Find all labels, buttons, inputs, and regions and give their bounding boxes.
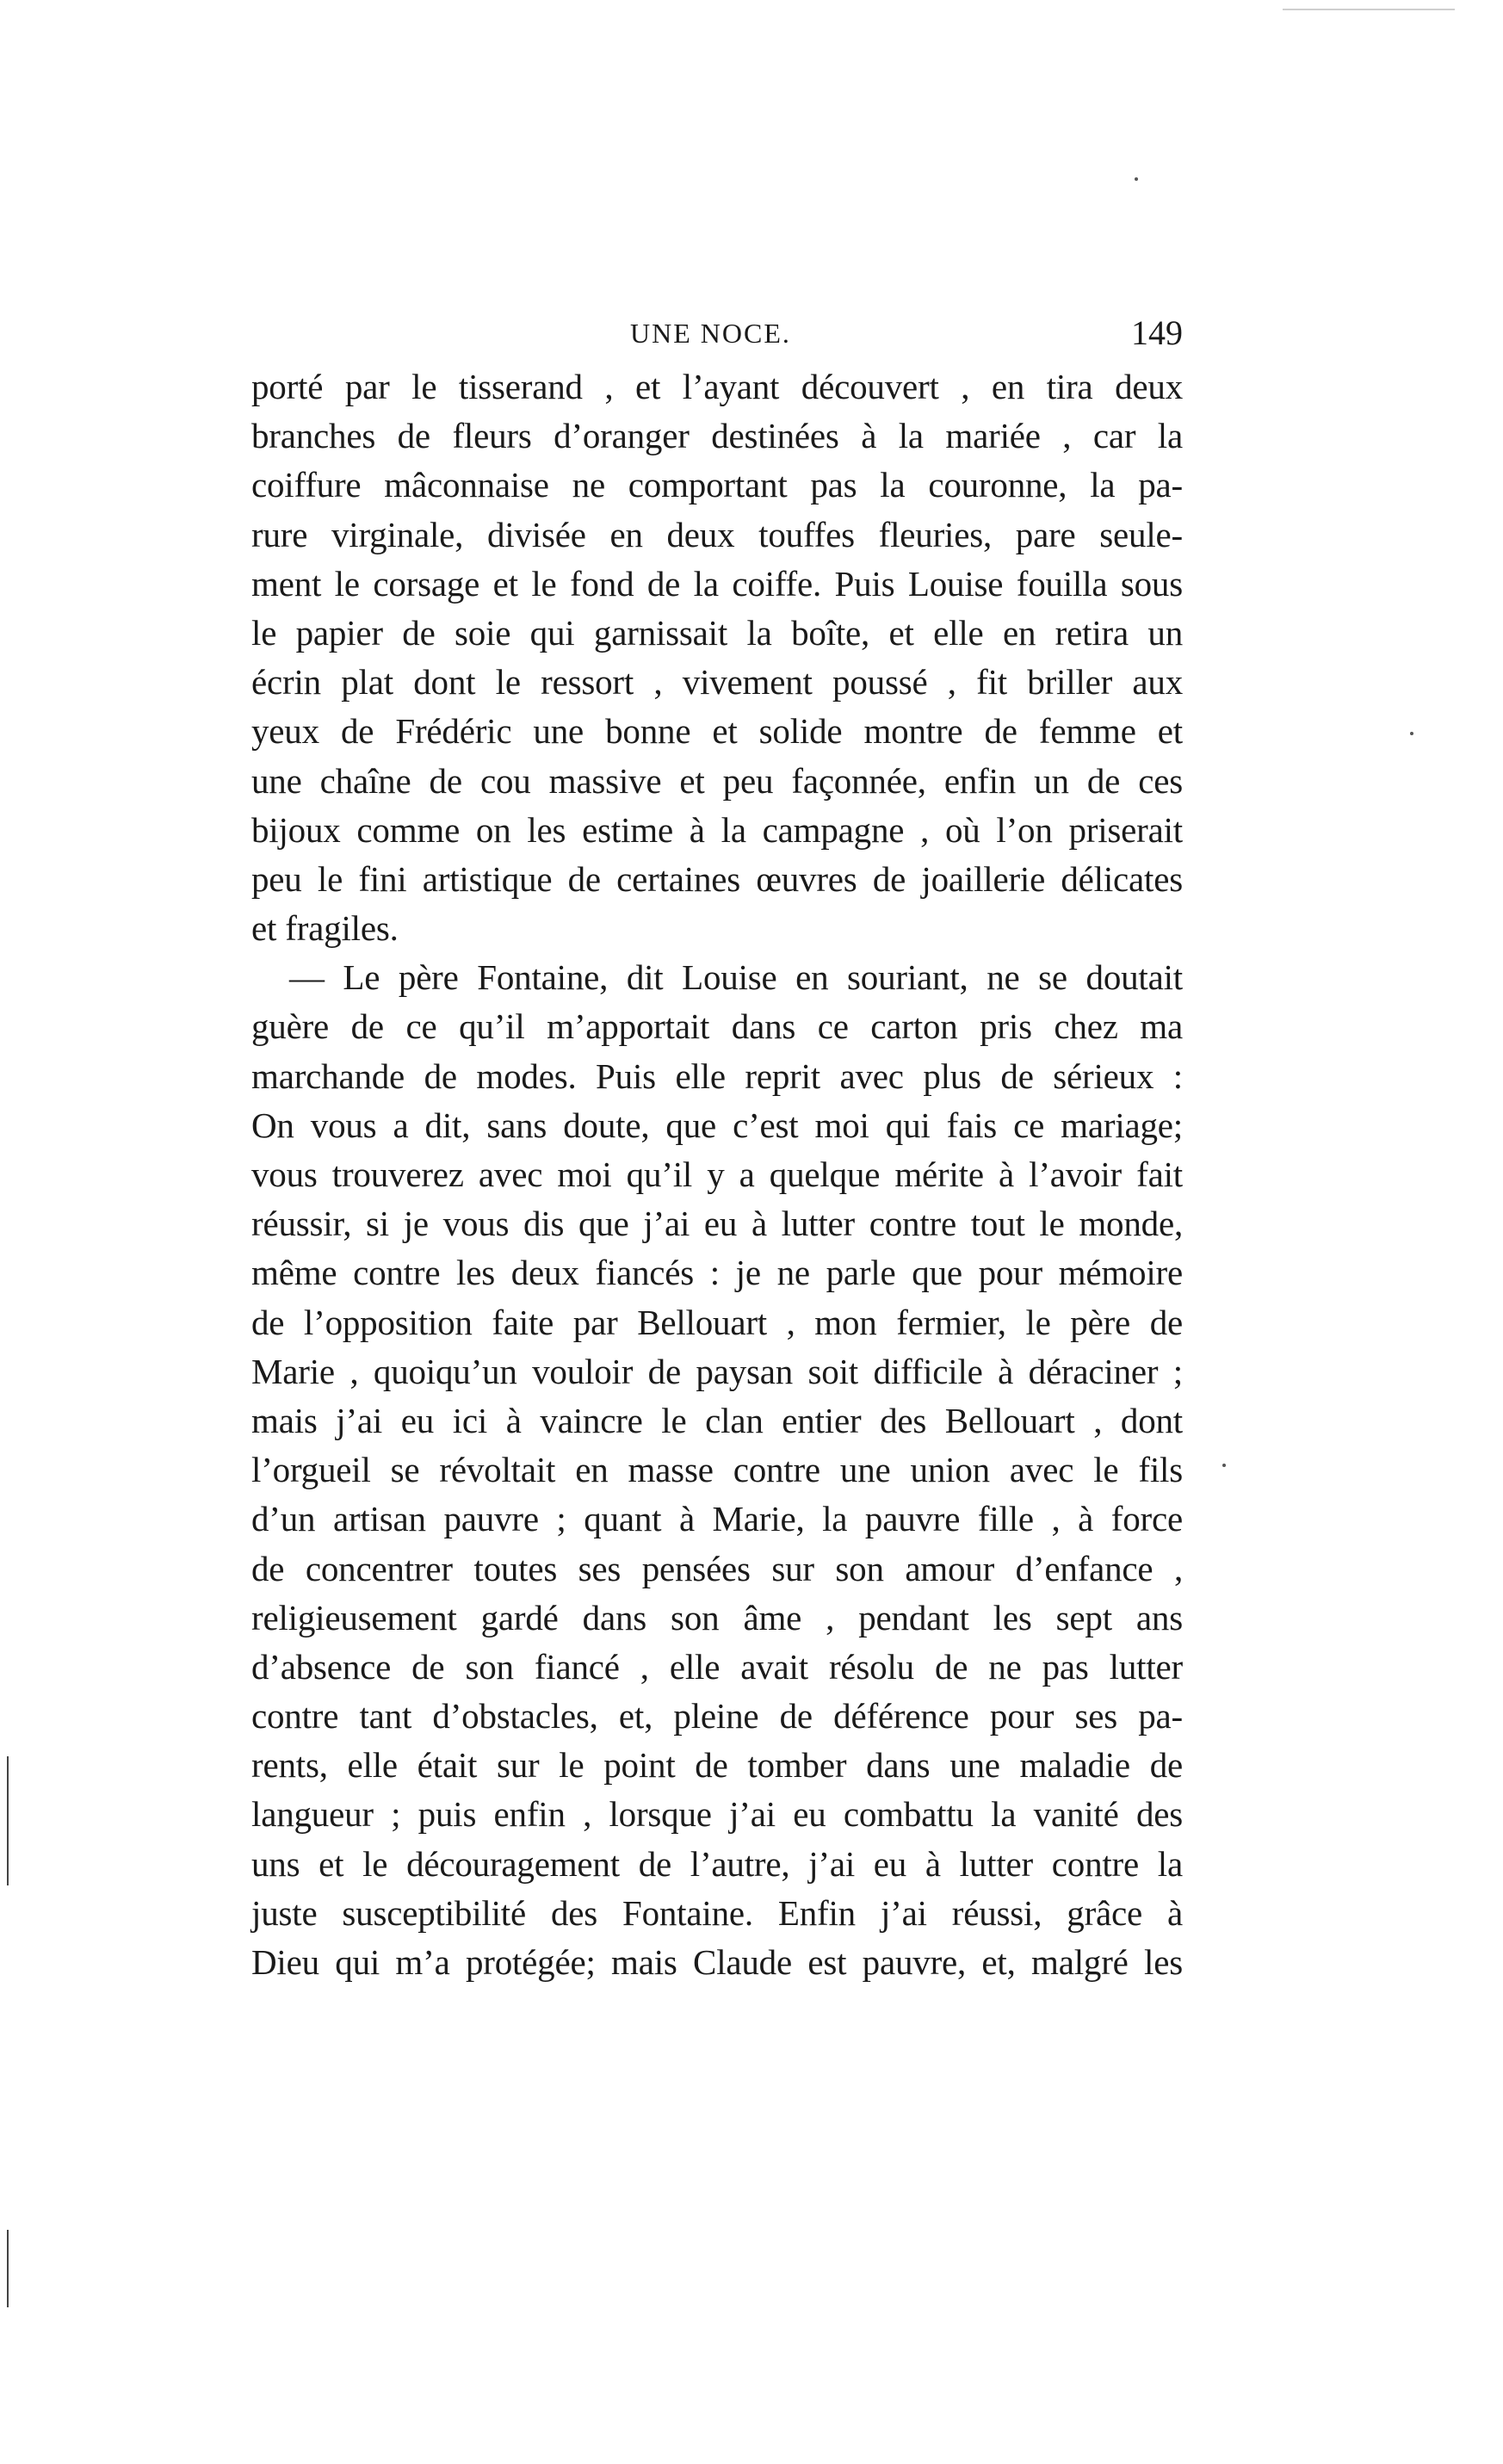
text-line: — Le père Fontaine, dit Louise en souriant, ne se doutait [289, 957, 1183, 998]
text-line: langueur ; puis enfin , lorsque j’ai eu combattu la vanité des [251, 1794, 1183, 1835]
text-line: coiffure mâconnaise ne comportant pas la couronne, la pa- [251, 465, 1183, 505]
text-line: et fragiles. [251, 908, 399, 949]
text-line: branches de fleurs d’oranger destinées à la mariée , car la [251, 416, 1183, 456]
text-line: réussir, si je vous dis que j’ai eu à lutter contre tout le monde, [251, 1204, 1183, 1244]
text-line: yeux de Frédéric une bonne et solide montre de femme et [251, 711, 1183, 752]
text-line: même contre les deux fiancés : je ne parle que pour mémoire [251, 1253, 1183, 1293]
text-line: juste susceptibilité des Fontaine. Enfin j’ai réussi, grâce à [251, 1892, 1183, 1933]
scan-speck [1135, 177, 1138, 181]
text-line: uns et le découragement de l’autre, j’ai eu à lutter contre la [251, 1843, 1183, 1884]
text-line: l’orgueil se révoltait en masse contre une union avec le fils [251, 1450, 1183, 1490]
text-line: Marie , quoiqu’un vouloir de paysan soit difficile à déraciner ; [251, 1351, 1183, 1391]
scan-edge-rule [1283, 9, 1455, 10]
text-line: d’absence de son fiancé , elle avait résolu de ne pas lutter [251, 1646, 1183, 1687]
text-line: rents, elle était sur le point de tomber dans une maladie de [251, 1745, 1183, 1786]
text-line: d’un artisan pauvre ; quant à Marie, la pauvre fille , à force [251, 1499, 1183, 1539]
text-line: marchande de modes. Puis elle reprit avec plus de sérieux : [251, 1056, 1183, 1096]
text-line: bijoux comme on les estime à la campagne , où l’on priserait [251, 809, 1183, 850]
scan-speck [1410, 732, 1413, 735]
text-line: porté par le tisserand , et l’ayant découvert , en tira deux [251, 367, 1183, 406]
scan-speck [1222, 1464, 1226, 1467]
text-line: On vous a dit, sans doute, que c’est moi qui fais ce mariage; [251, 1105, 1183, 1145]
text-line: une chaîne de cou massive et peu façonnée, enfin un de ces [251, 760, 1183, 801]
scan-edge-mark [7, 2230, 9, 2307]
text-line: ment le corsage et le fond de la coiffe. Puis Louise fouilla sous [251, 563, 1183, 604]
text-line: le papier de soie qui garnissait la boîte, et elle en retira un [251, 612, 1183, 653]
text-line: écrin plat dont le ressort , vivement poussé , fit briller aux [251, 662, 1183, 703]
text-line: guère de ce qu’il m’apportait dans ce carton pris chez ma [251, 1006, 1183, 1047]
text-line: rure virginale, divisée en deux touffes fleuries, pare seule- [251, 514, 1183, 554]
text-line: vous trouverez avec moi qu’il y a quelque mérite à l’avoir fait [251, 1155, 1183, 1194]
text-line: Dieu qui m’a protégée; mais Claude est pauvre, et, malgré les [251, 1942, 1183, 1982]
text-line: de concentrer toutes ses pensées sur son amour d’enfance , [251, 1548, 1183, 1588]
scan-edge-mark [7, 1756, 9, 1885]
body-text [251, 362, 1183, 1987]
running-head: UNE NOCE. [630, 318, 791, 349]
page-number: 149 [1131, 313, 1183, 352]
text-line: de l’opposition faite par Bellouart , mon fermier, le père de [251, 1302, 1183, 1342]
text-line: religieusement gardé dans son âme , pendant les sept ans [251, 1597, 1183, 1638]
text-line: contre tant d’obstacles, et, pleine de déférence pour ses pa- [251, 1696, 1183, 1737]
text-line: mais j’ai eu ici à vaincre le clan entier des Bellouart , dont [251, 1400, 1183, 1440]
page-header [251, 312, 1183, 355]
text-line: peu le fini artistique de certaines œuvres de joaillerie délicates [251, 858, 1183, 899]
